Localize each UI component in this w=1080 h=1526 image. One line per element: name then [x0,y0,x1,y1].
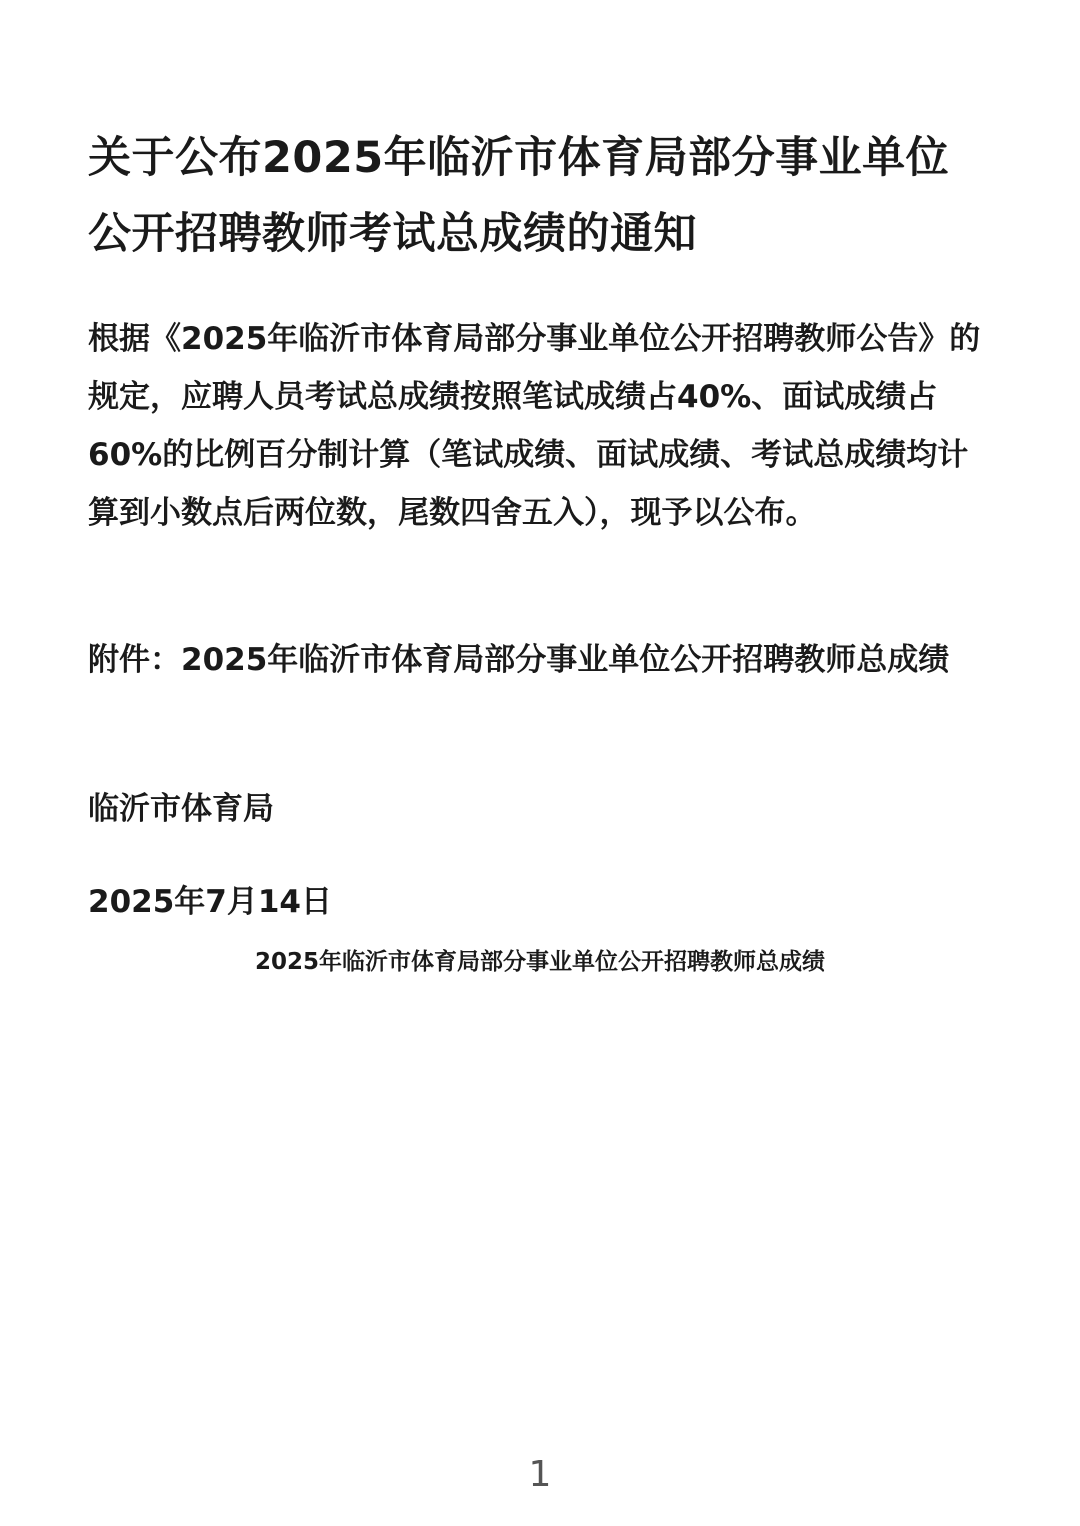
table-caption: 2025年临沂市体育局部分事业单位公开招聘教师总成绩 [254,949,825,975]
notice-body: 根据《2025年临沂市体育局部分事业单位公开招聘教师公告》的规定，应聘人员考试总成绩按照笔试成绩占40%、面试成绩占60%的比例百分制计算（笔试成绩、面试成绩、考试总成绩均计算到小数点后两位数，尾数四舍五入），现予以公布。 [88,321,981,531]
issuing-agency: 临沂市体育局 [88,791,274,827]
attachment-line: 附件：2025年临沂市体育局部分事业单位公开招聘教师总成绩 [88,642,950,678]
notice-title: 关于公布2025年临沂市体育局部分事业单位公开招聘教师考试总成绩的通知 [88,133,950,259]
page-number: 1 [528,1454,552,1495]
issue-date: 2025年7月14日 [88,884,332,920]
